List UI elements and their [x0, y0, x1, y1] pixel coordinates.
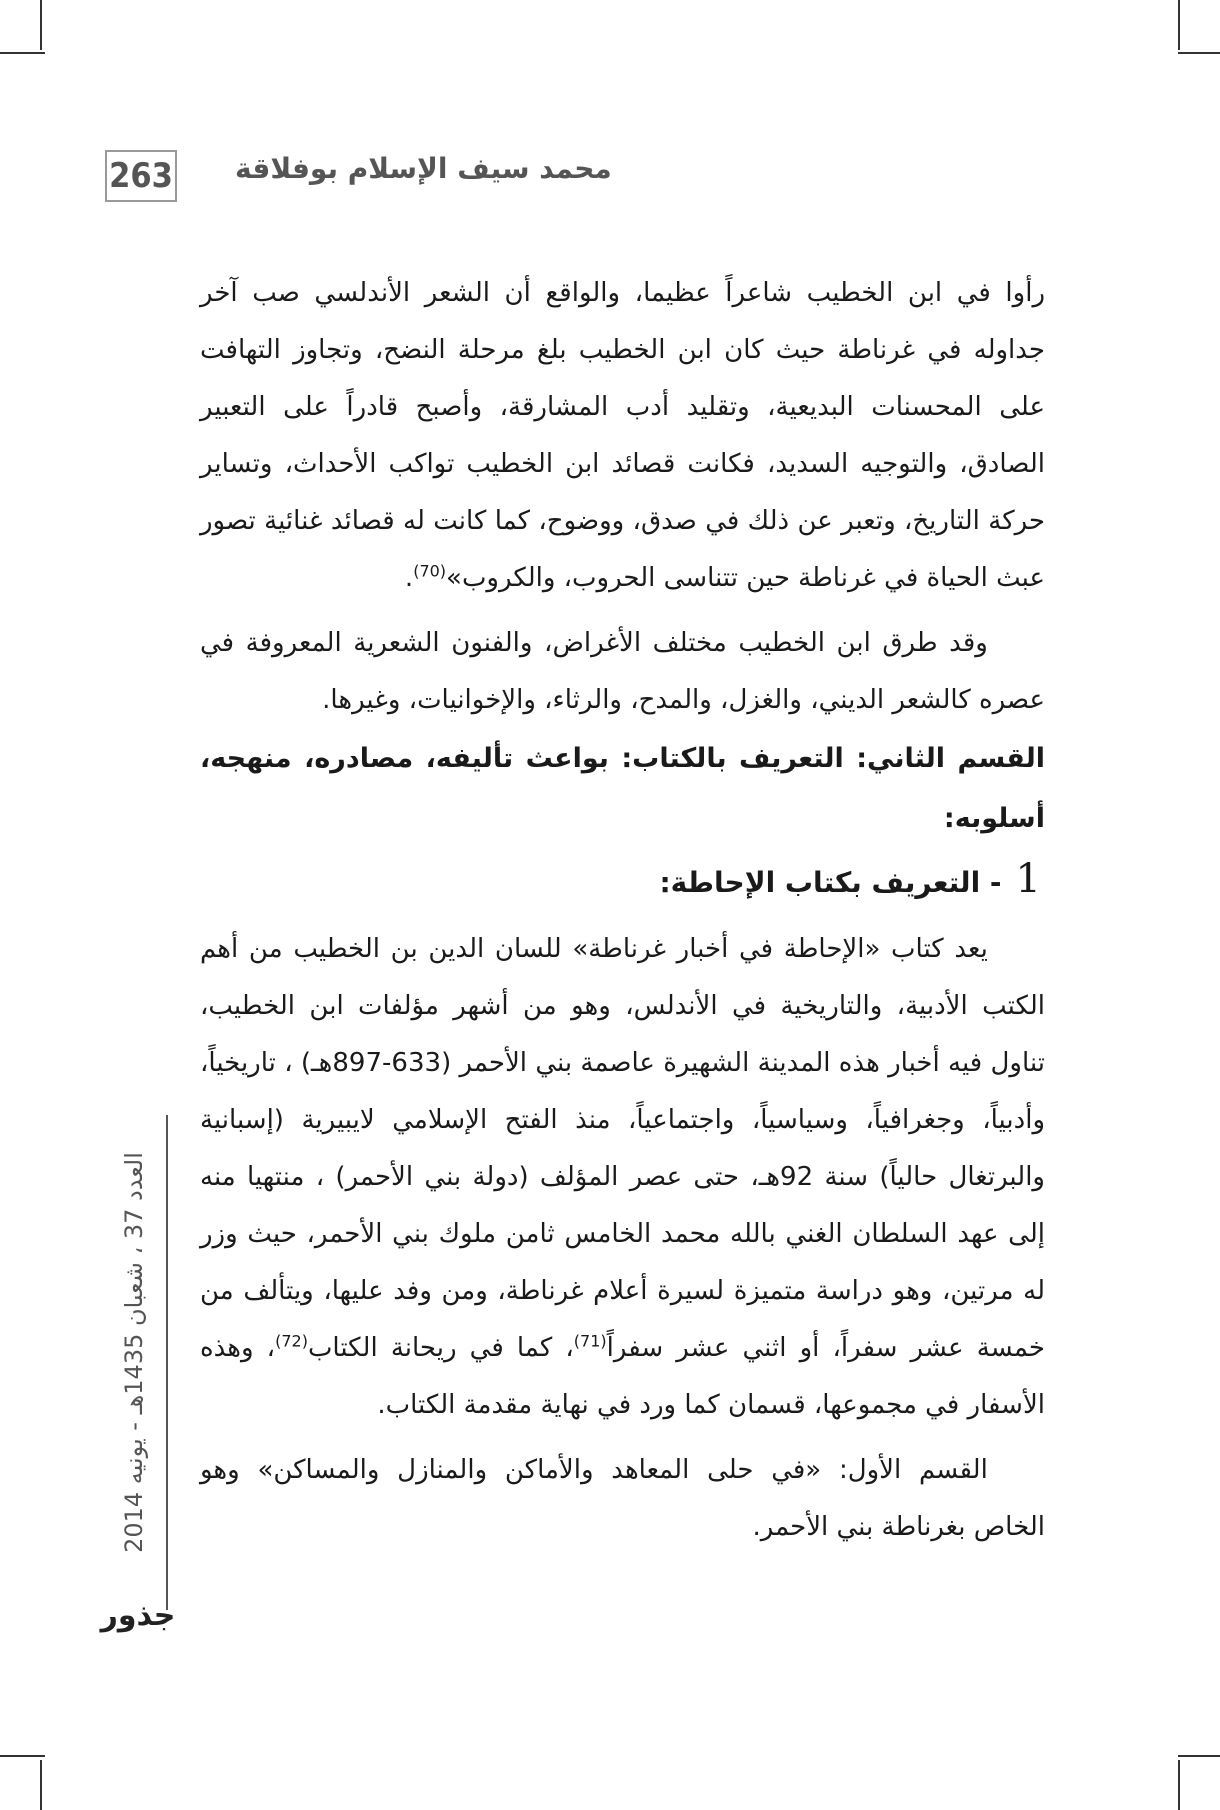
sidebar-rule — [166, 1115, 168, 1610]
subsection-heading: 1- التعريف بكتاب الإحاطة: — [659, 856, 1041, 902]
crop-mark — [1178, 1755, 1220, 1757]
crop-mark — [40, 0, 42, 50]
crop-mark — [40, 1760, 42, 1810]
page-number: 263 — [105, 150, 177, 202]
paragraph: يعد كتاب «الإحاطة في أخبار غرناطة» للسان الدين بن الخطيب من أهم الكتب الأدبية، والتاريخية في الأندلس، وهو من أشهر مؤلفات ابن الخطيب، تناول فيه أخبار هذه المدينة الشهيرة عاصمة بني الأحمر (633-897هـ) ، تاريخياً، وأدبياً، وجغرافياً، وسياسياً، واجتماعياً، منذ الفتح الإسلامي لايبيرية (إسبانية والبرتغال حالياً) سنة 92هـ، حتى عصر المؤلف (دولة بني الأحمر) ، منتهيا منه إلى عهد السلطان الغني بالله محمد الخامس ثامن ملوك بني الأحمر، حيث وزر له مرتين، وهو دراسة متميزة لسيرة أعلام غرناطة، ومن وفد عليها، ويتألف من خمسة عشر سفراً، أو اثني عشر سفراً$^{(71)}$، كما في ريحانة الكتاب$^{(72)}$، وهذه الأسفار في مجموعها، قسمان كما ورد في نهاية مقدمة الكتاب. — [200, 934, 1045, 1420]
crop-mark — [1178, 1760, 1180, 1810]
footnote-ref[interactable]: (70) — [413, 561, 447, 581]
issue-info: العدد 37 ، شعبان 1435هـ - يونيه 2014 — [120, 1152, 148, 1553]
footnote-ref[interactable]: (72) — [275, 1331, 308, 1351]
paragraph: القسم الأول: «في حلى المعاهد والأماكن والمنازل والمساكن» وهو الخاص بغرناطة بني الأحمر. — [200, 1455, 1045, 1542]
footnote-ref[interactable]: (71) — [573, 1331, 607, 1351]
crop-mark — [1178, 52, 1220, 54]
paragraph: وقد طرق ابن الخطيب مختلف الأغراض، والفنون الشعرية المعروفة في عصره كالشعر الديني، والغزل، والمدح، والرثاء، والإخوانيات، وغيرها. — [200, 628, 1045, 715]
subsection-number: 1 — [1015, 856, 1041, 902]
section-heading: القسم الثاني: التعريف بالكتاب: بواعث تأليفه، مصادره، منهجه، أسلوبه: — [200, 743, 1045, 834]
running-header — [105, 148, 1045, 206]
crop-mark — [0, 1755, 45, 1757]
paragraph: رأوا في ابن الخطيب شاعراً عظيما، والواقع أن الشعر الأندلسي صب آخر جداوله في غرناطة حيث كان ابن الخطيب بلغ مرحلة النضح، وتجاوز التهافت على المحسنات البديعية، وتقليد أدب المشارقة، وأصبح قادراً على التعبير الصادق، والتوجيه السديد، فكانت قصائد ابن الخطيب تواكب الأحداث، وتساير حركة التاريخ، وتعبر عن ذلك في صدق، ووضوح، كما كانت له قصائد غنائية تصور عبث الحياة في غرناطة حين تتناسى الحروب، والكروب»$^{(70)}$. — [200, 278, 1045, 593]
article-body — [200, 265, 1045, 1556]
crop-mark — [0, 52, 45, 54]
crop-mark — [1178, 0, 1180, 50]
journal-logo: جذور — [100, 1598, 176, 1633]
author-name: محمد سيف الإسلام بوفلاقة — [235, 152, 612, 185]
